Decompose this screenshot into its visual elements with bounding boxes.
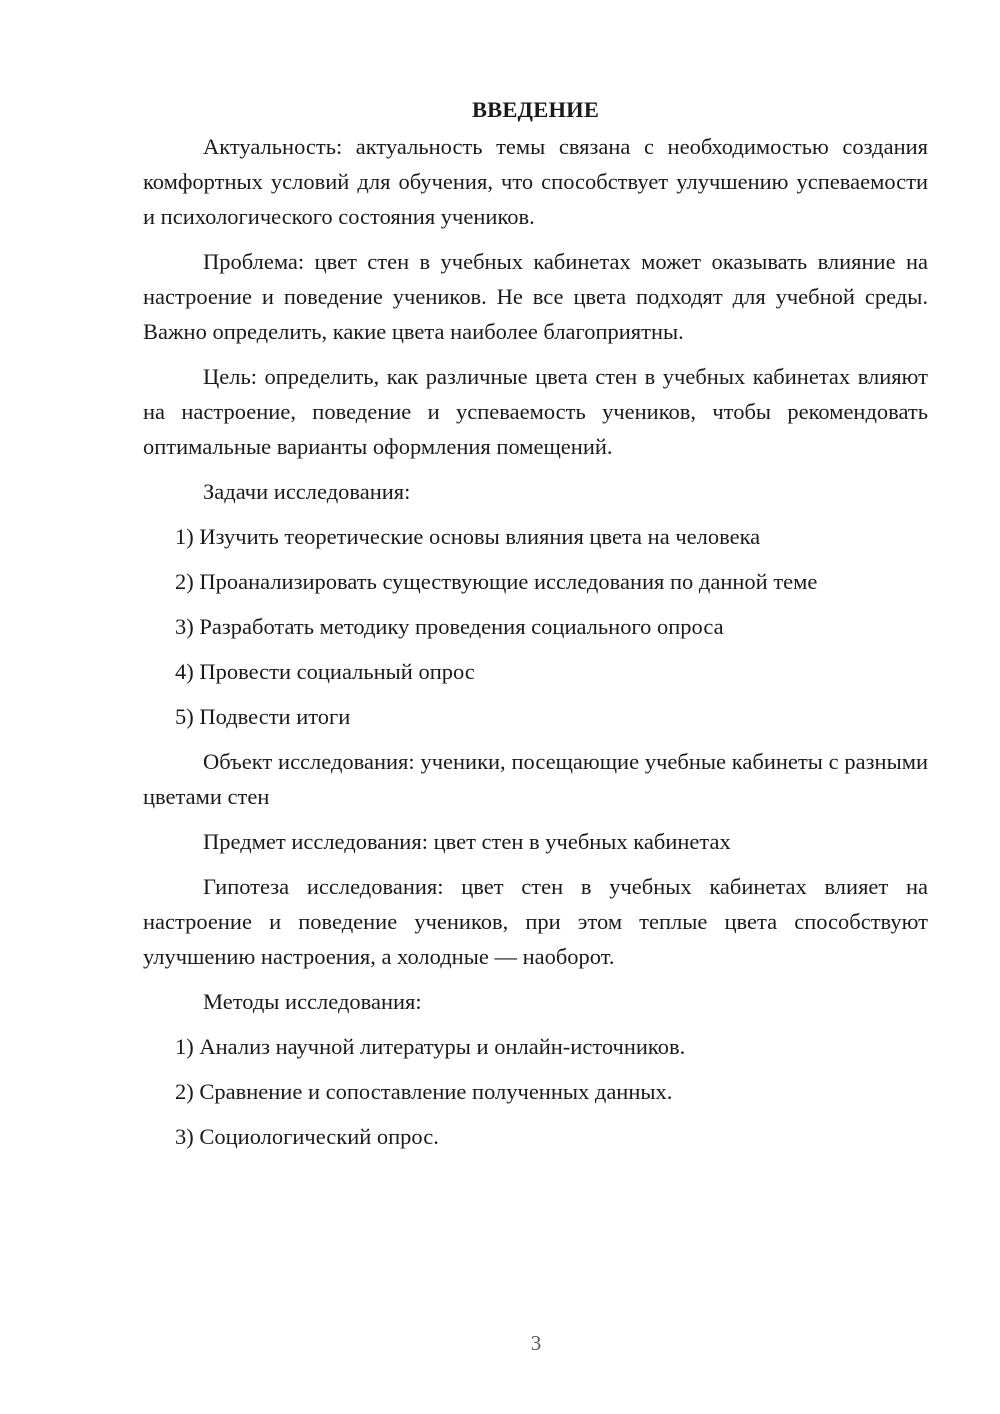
task-item: 4) Провести социальный опрос (175, 659, 475, 684)
paragraph-hypothesis: Гипотеза исследования: цвет стен в учебных кабинетах влияет на настроение и поведение учеников, при этом теплые цвета способствуют улучшению настроения, а холодные — наоборот. (143, 874, 928, 969)
tasks-heading: Задачи исследования: (203, 479, 411, 504)
tasks-list (143, 519, 928, 734)
task-item: 2) Проанализировать существующие исследования по данной теме (175, 569, 818, 594)
methods-heading: Методы исследования: (203, 989, 422, 1014)
task-item: 1) Изучить теоретические основы влияния цвета на человека (175, 524, 761, 549)
paragraph-problem: Проблема: цвет стен в учебных кабинетах может оказывать влияние на настроение и поведение учеников. Не все цвета подходят для учебной среды. Важно определить, какие цвета наиболее благоприятны. (143, 249, 928, 344)
methods-list (143, 1029, 928, 1154)
paragraph-goal: Цель: определить, как различные цвета стен в учебных кабинетах влияют на настроение, поведение и успеваемость учеников, чтобы рекомендовать оптимальные варианты оформления помещений. (143, 364, 928, 459)
section-title: ВВЕДЕНИЕ (471, 97, 600, 122)
task-item: 5) Подвести итоги (175, 704, 351, 729)
task-item: 3) Разработать методику проведения социального опроса (175, 614, 724, 639)
method-item: 2) Сравнение и сопоставление полученных данных. (175, 1079, 673, 1104)
method-item: 1) Анализ научной литературы и онлайн-источников. (175, 1034, 686, 1059)
method-item: 3) Социологический опрос. (175, 1124, 439, 1149)
paragraph-relevance: Актуальность: актуальность темы связана с необходимостью создания комфортных условий для обучения, что способствует улучшению успеваемости и психологического состояния учеников. (143, 134, 928, 229)
page-number: 3 (530, 1331, 542, 1355)
paragraph-subject: Предмет исследования: цвет стен в учебных кабинетах (203, 829, 731, 854)
paragraph-object: Объект исследования: ученики, посещающие учебные кабинеты с разными цветами стен (143, 749, 928, 809)
document-page (143, 92, 928, 1164)
